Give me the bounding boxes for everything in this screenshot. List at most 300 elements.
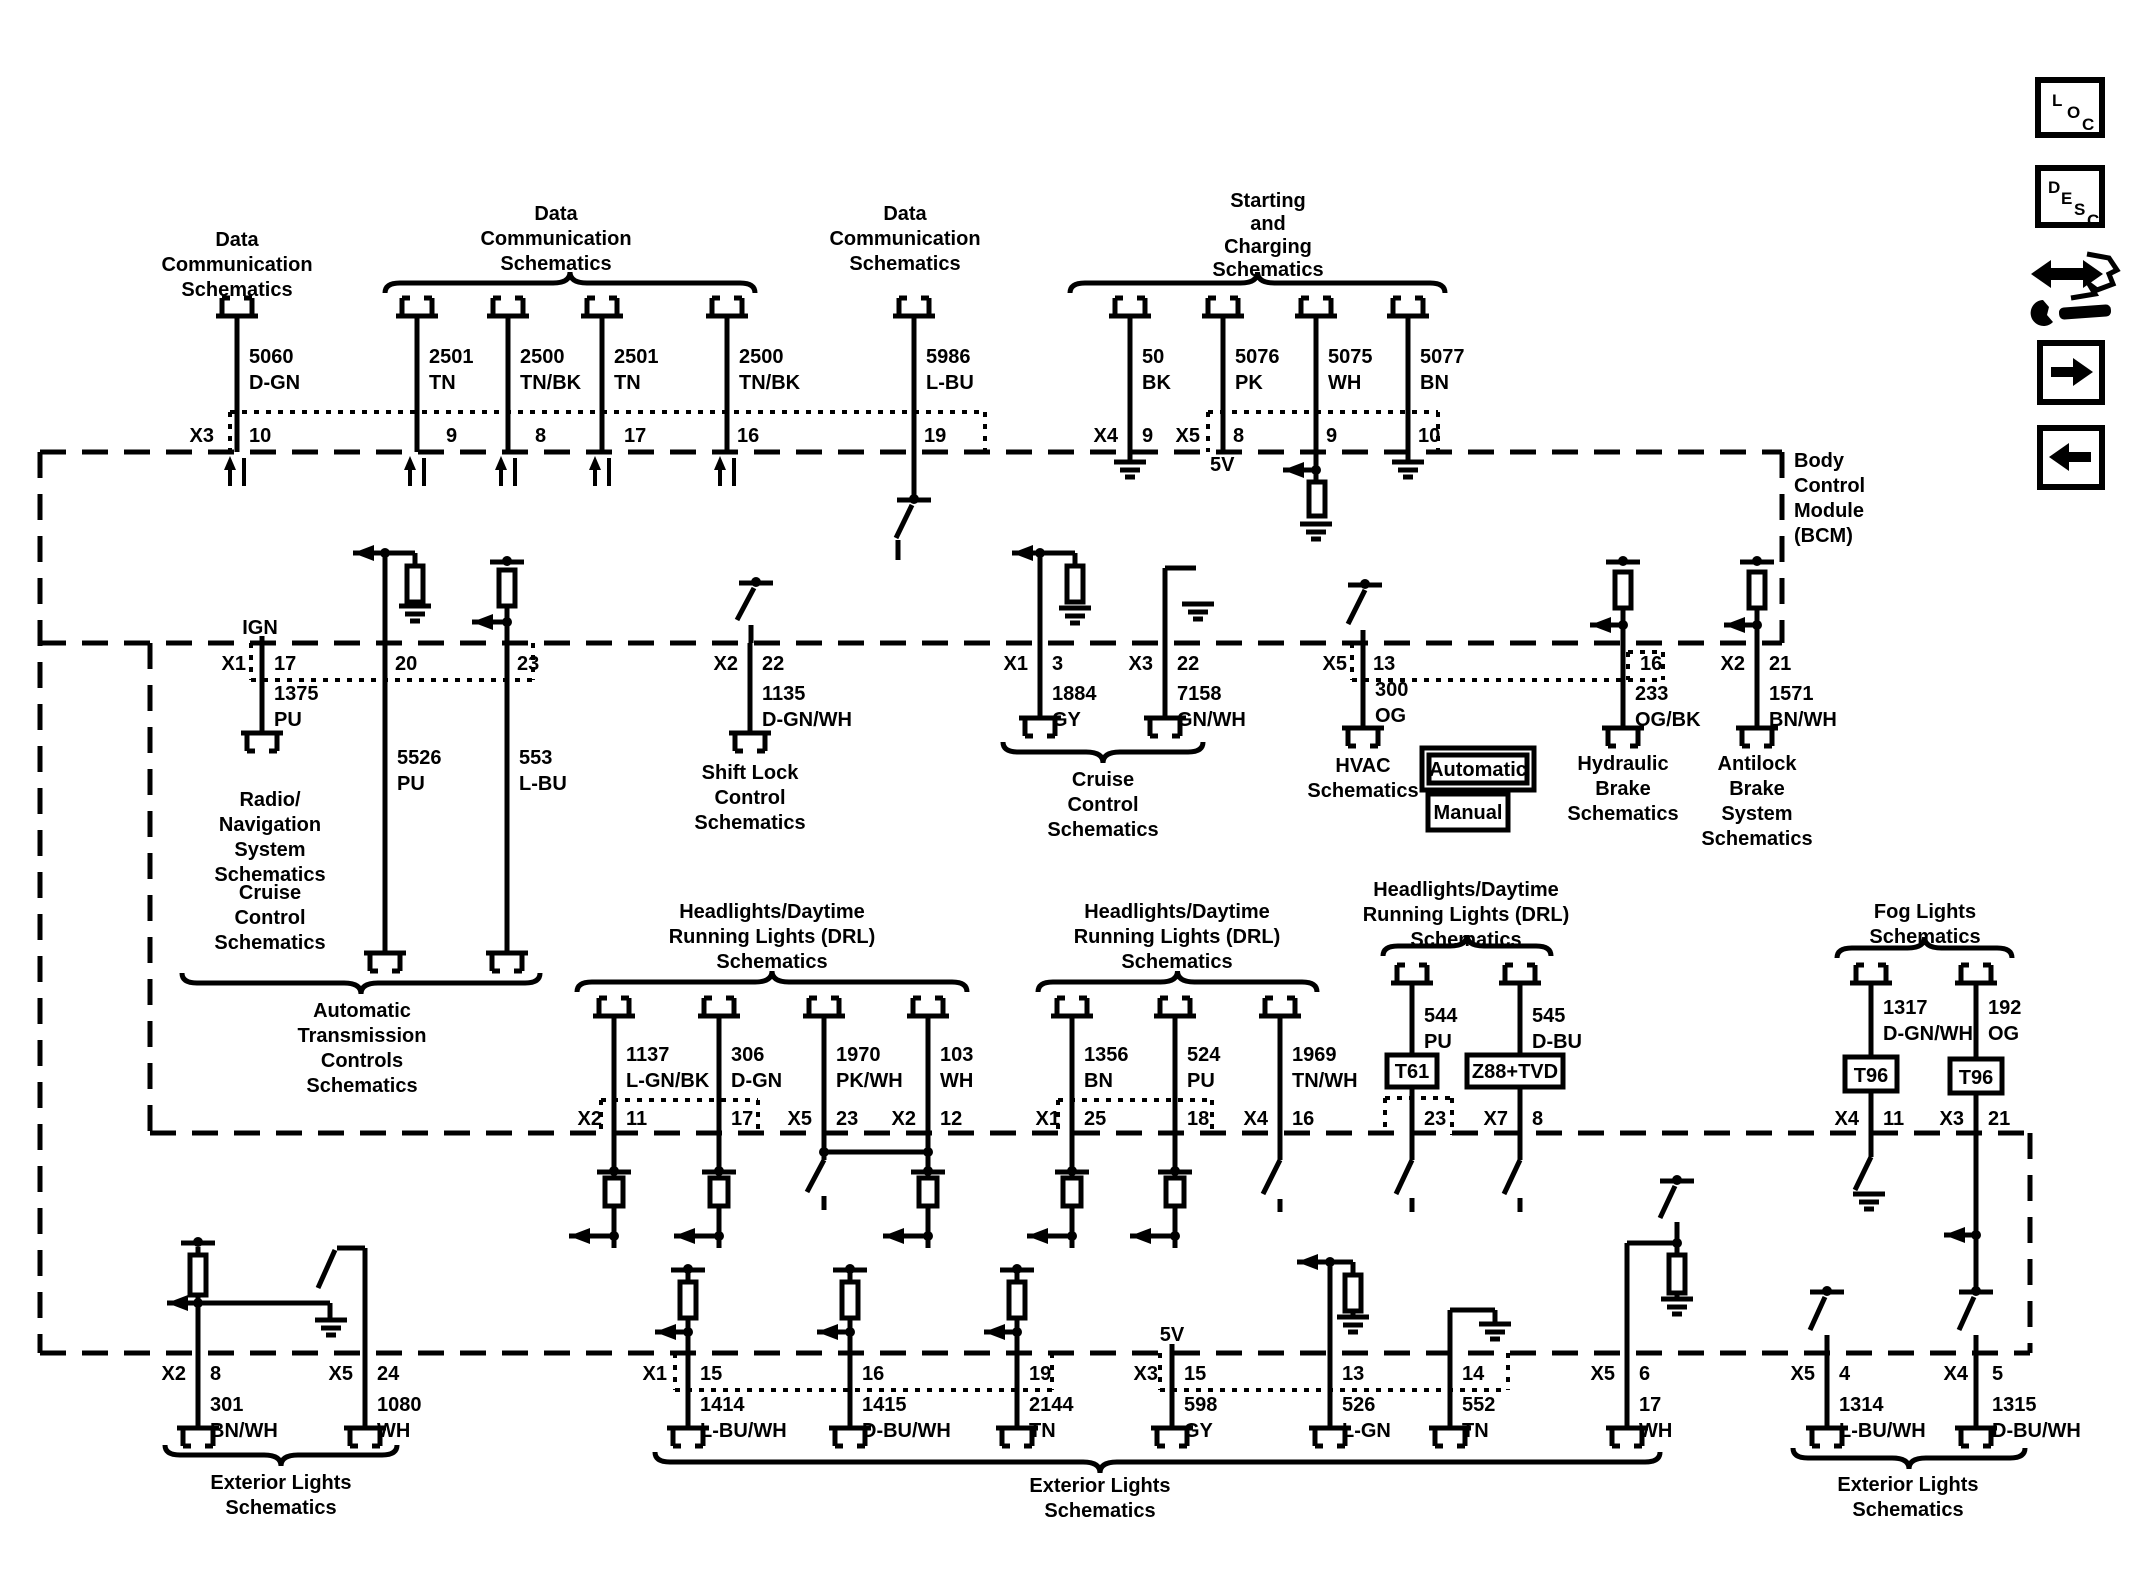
pin-label: X2 <box>161 1363 186 1385</box>
junction-dot <box>193 1237 203 1247</box>
junction-dot <box>714 1166 724 1176</box>
misc-label: T61 <box>1394 1061 1430 1083</box>
schematic-ref-label: Data <box>215 229 259 251</box>
wire-label: 2501 <box>614 346 659 368</box>
connector-symbol <box>1202 298 1244 316</box>
wire-label: 544 <box>1424 1005 1458 1027</box>
pin-label: X2 <box>1720 653 1745 675</box>
junction-dot <box>1035 548 1045 558</box>
wire-label: GN/WH <box>1177 709 1246 731</box>
pin-label: 16 <box>862 1363 885 1385</box>
schematic-ref-label: Brake <box>1595 778 1651 800</box>
arrow-head <box>1944 1227 1965 1243</box>
lamp-symbol <box>710 1178 728 1206</box>
wire-label: GY <box>1052 709 1081 731</box>
right-arrow-icon <box>2043 346 2099 399</box>
wire-label: 1356 <box>1084 1044 1129 1066</box>
pin-label: X2 <box>577 1108 602 1130</box>
pin-label: 14 <box>1462 1363 1485 1385</box>
connector-symbol <box>1955 1428 1997 1446</box>
wire-label: 1375 <box>274 683 319 705</box>
connector-symbol <box>1955 965 1997 983</box>
schematic-ref-label: Data <box>883 203 927 225</box>
loc-letter: L <box>2052 91 2063 110</box>
connector-symbol <box>1850 965 1892 983</box>
schematic-ref-label: Body <box>1794 450 1844 472</box>
junction-dot <box>1618 620 1628 630</box>
wire-label: 1571 <box>1769 683 1814 705</box>
arrow-head <box>1590 617 1611 633</box>
switch-blade <box>1263 1160 1280 1194</box>
wire-label: 1317 <box>1883 997 1928 1019</box>
wire-label: TN/WH <box>1292 1070 1358 1092</box>
resistor-symbol <box>190 1255 206 1295</box>
schematic-ref-label: Schematics <box>1047 819 1159 841</box>
left-arrow-icon <box>2043 431 2099 484</box>
schematic-ref-label: Control <box>714 787 786 809</box>
pin-label: 8 <box>210 1363 222 1385</box>
pin-label: 18 <box>1187 1108 1210 1130</box>
wire-label: PK <box>1235 372 1263 394</box>
arrow-head <box>817 1324 838 1340</box>
wire-label: L-GN <box>1342 1420 1391 1442</box>
wire-label: 5060 <box>249 346 294 368</box>
schematic-ref-label: Schematics <box>1410 929 1522 951</box>
schematic-ref-label: System <box>1721 803 1793 825</box>
schematic-ref-label: HVAC <box>1335 755 1391 777</box>
misc-label: 5V <box>1159 1324 1185 1346</box>
desc-letter: E <box>2061 189 2073 208</box>
junction-dot <box>1618 556 1628 566</box>
desc-letter: S <box>2074 200 2086 219</box>
back-button[interactable] <box>2037 425 2105 490</box>
pin-label: 8 <box>1532 1108 1544 1130</box>
schematic-ref-label: Headlights/Daytime <box>679 901 865 923</box>
schematic-ref-label: Schematics <box>1567 803 1679 825</box>
wire-label: 1080 <box>377 1394 422 1416</box>
pin-label: X5 <box>1322 653 1347 675</box>
wire-label: 526 <box>1342 1394 1376 1416</box>
pin-label: X4 <box>1834 1108 1859 1130</box>
wire-label: PU <box>397 773 425 795</box>
wire-label: D-BU/WH <box>862 1420 951 1442</box>
schematic-ref-label: Headlights/Daytime <box>1373 879 1559 901</box>
connector-symbol <box>1499 965 1541 983</box>
connector-symbol <box>486 953 528 971</box>
schematic-ref-label: Running Lights (DRL) <box>1362 904 1570 926</box>
brace <box>385 272 755 293</box>
schematic-ref-label: Schematics <box>1852 1499 1964 1521</box>
switch-blade <box>737 588 754 620</box>
wire-label: 545 <box>1532 1005 1566 1027</box>
schematic-ref-label: Schematics <box>1307 780 1419 802</box>
resistor-symbol <box>1009 1282 1025 1318</box>
connector-symbol <box>1259 998 1301 1016</box>
wire-label: 7158 <box>1177 683 1222 705</box>
switch-blade <box>1855 1157 1871 1190</box>
connector-symbol <box>593 998 635 1016</box>
junction-dot <box>1325 1257 1335 1267</box>
wire-label: 1137 <box>626 1044 670 1066</box>
pin-label: X3 <box>1939 1108 1964 1130</box>
schematic-ref-label: Shift Lock <box>701 762 799 784</box>
pin-label: 9 <box>1142 425 1154 447</box>
pin-label: X2 <box>891 1108 916 1130</box>
junction-dot <box>1170 1231 1180 1241</box>
junction-dot <box>683 1327 693 1337</box>
schematic-ref-label: Antilock <box>1717 753 1797 775</box>
junction-dot <box>1311 465 1321 475</box>
brace <box>655 1452 1660 1473</box>
schematic-ref-label: Schematics <box>500 253 612 275</box>
wire-label: WH <box>377 1420 411 1442</box>
pin-label: 16 <box>1640 653 1663 675</box>
schematic-ref-label: Control <box>1067 794 1139 816</box>
schematic-ref-label: Schematics <box>1121 951 1233 973</box>
pin-label: 15 <box>700 1363 723 1385</box>
arrow-head <box>1283 462 1304 478</box>
wire-label: 598 <box>1184 1394 1218 1416</box>
brace <box>1038 971 1317 992</box>
lamp-symbol <box>919 1178 937 1206</box>
junction-dot <box>1752 620 1762 630</box>
wire-label: TN/BK <box>520 372 582 394</box>
schematic-ref-label: Controls <box>320 1050 404 1072</box>
schematic-ref-label: Cruise <box>238 882 302 904</box>
junction-dot <box>1752 556 1762 566</box>
pin-label: 23 <box>836 1108 859 1130</box>
schematic-ref-label: Starting <box>1230 190 1306 212</box>
connector-symbol <box>487 298 529 316</box>
wire-label: 1314 <box>1839 1394 1884 1416</box>
junction-dot <box>923 1147 933 1157</box>
switch-blade <box>1396 1160 1412 1194</box>
wire-label: D-GN <box>249 372 301 394</box>
wire-label: 300 <box>1375 679 1409 701</box>
pin-label: 6 <box>1639 1363 1651 1385</box>
junction-dot <box>380 548 390 558</box>
wire-label: 552 <box>1462 1394 1496 1416</box>
resistor-symbol <box>1749 572 1765 608</box>
arrow-head <box>674 1228 695 1244</box>
schematic-ref-label: (BCM) <box>1794 525 1853 547</box>
pin-label: X5 <box>787 1108 812 1130</box>
pin-label: X5 <box>1175 425 1200 447</box>
schematic-ref-label: Schematics <box>716 951 828 973</box>
schematic-ref-label: Transmission <box>297 1025 427 1047</box>
resistor-symbol <box>842 1282 858 1318</box>
pin-label: 21 <box>1769 653 1792 675</box>
pin-label: 11 <box>626 1108 648 1130</box>
wire-label: 1415 <box>862 1394 907 1416</box>
pin-label: 10 <box>249 425 272 447</box>
arrow-head <box>984 1324 1005 1340</box>
wire-label: 5986 <box>926 346 971 368</box>
switch-blade <box>318 1250 335 1288</box>
connector-symbol <box>706 298 748 316</box>
schematic-ref-label: Schematics <box>694 812 806 834</box>
wire-label: PU <box>274 709 302 731</box>
wire-label: TN <box>1462 1420 1489 1442</box>
pin-label: X1 <box>1035 1108 1060 1130</box>
resistor-symbol <box>1345 1275 1361 1311</box>
pin-label: 4 <box>1839 1363 1851 1385</box>
junction-dot <box>1170 1166 1180 1176</box>
arrow-head <box>883 1228 904 1244</box>
brace <box>1793 1448 2025 1469</box>
junction-dot <box>1971 1286 1981 1296</box>
desc-letter: C <box>2087 211 2100 230</box>
junction-dot <box>909 494 919 504</box>
pin-label: X4 <box>1943 1363 1968 1385</box>
schematic-ref-label: Schematics <box>225 1497 337 1519</box>
connector-symbol <box>907 998 949 1016</box>
arrow-head <box>1724 617 1745 633</box>
wire-label: D-GN <box>731 1070 783 1092</box>
junction-dot <box>923 1231 933 1241</box>
wrench-nav-icon[interactable] <box>2025 248 2125 333</box>
resistor-symbol <box>499 570 515 606</box>
wire-label: 1135 <box>762 683 806 705</box>
pin-label: X5 <box>328 1363 353 1385</box>
loc-letter: O <box>2067 103 2081 122</box>
schematic-ref-label: and <box>1250 213 1286 235</box>
bus-arrow <box>224 456 236 470</box>
pin-label: 12 <box>940 1108 963 1130</box>
wire-label: GY <box>1184 1420 1213 1442</box>
switch-blade <box>1959 1297 1974 1330</box>
pin-label: 17 <box>731 1108 754 1130</box>
wire-label: 553 <box>519 747 553 769</box>
wire-label: 2144 <box>1029 1394 1074 1416</box>
misc-label: T96 <box>1853 1065 1889 1087</box>
loc-button[interactable] <box>2035 77 2105 138</box>
schematic-ref-label: Navigation <box>218 814 322 836</box>
wire-label: 301 <box>210 1394 244 1416</box>
misc-label: Z88+TVD <box>1471 1061 1559 1083</box>
wire-label: L-BU <box>519 773 567 795</box>
schematic-ref-label: Schematics <box>1044 1500 1156 1522</box>
schematic-ref-label: Brake <box>1729 778 1785 800</box>
junction-dot <box>1360 579 1370 589</box>
pin-label: X1 <box>1003 653 1028 675</box>
wire-label: WH <box>1639 1420 1673 1442</box>
schematic-ref-label: Schematics <box>214 932 326 954</box>
wire-label: 524 <box>1187 1044 1221 1066</box>
wire-label: TN <box>429 372 456 394</box>
pin-label: 22 <box>1177 653 1200 675</box>
pin-label: 13 <box>1373 653 1396 675</box>
wire-label: OG <box>1375 705 1407 727</box>
junction-dot <box>1012 1264 1022 1274</box>
pin-label: 23 <box>1424 1108 1447 1130</box>
pin-label: X1 <box>642 1363 667 1385</box>
schematic-ref-label: Exterior Lights <box>210 1472 352 1494</box>
schematic-ref-label: Communication <box>161 254 313 276</box>
desc-button[interactable] <box>2035 165 2105 228</box>
connector-symbol <box>396 298 438 316</box>
pin-label: 10 <box>1418 425 1441 447</box>
schematic-ref-label: Control <box>234 907 306 929</box>
wire-label: 1970 <box>836 1044 881 1066</box>
pin-label: X4 <box>1243 1108 1268 1130</box>
pin-label: X1 <box>221 653 246 675</box>
lamp-symbol <box>605 1178 623 1206</box>
bus-arrow <box>589 456 601 470</box>
pin-label: X3 <box>1128 653 1153 675</box>
pin-label: 11 <box>1883 1108 1905 1130</box>
pin-label: 19 <box>1029 1363 1052 1385</box>
wire-label: TN <box>1029 1420 1056 1442</box>
junction-dot <box>609 1166 619 1176</box>
brace <box>182 973 540 994</box>
junction-dot <box>845 1264 855 1274</box>
switch-blade <box>1810 1297 1825 1330</box>
wire-label: 233 <box>1635 683 1669 705</box>
arrow-head <box>1130 1228 1151 1244</box>
pin-label: 17 <box>274 653 297 675</box>
switch-blade <box>1660 1186 1675 1218</box>
arrow-head <box>167 1295 188 1311</box>
junction-dot <box>1672 1175 1682 1185</box>
wire-label: 306 <box>731 1044 765 1066</box>
resistor-symbol <box>1067 566 1083 602</box>
arrow-head <box>353 545 374 561</box>
wire-label: OG <box>1988 1023 2020 1045</box>
wire-label: TN <box>614 372 641 394</box>
connector-symbol <box>1391 965 1433 983</box>
connector-symbol <box>698 998 740 1016</box>
schematic-ref-label: Schematics <box>1869 926 1981 948</box>
pin-label: 9 <box>446 425 458 447</box>
connector-symbol <box>1342 728 1384 746</box>
brace <box>1003 742 1203 763</box>
pin-label: X3 <box>189 425 214 447</box>
wire-label: BN/WH <box>210 1420 278 1442</box>
wire-label: 2500 <box>520 346 565 368</box>
connector-symbol <box>1109 298 1151 316</box>
wire-label: D-BU/WH <box>1992 1420 2081 1442</box>
bus-arrow <box>404 456 416 470</box>
junction-dot <box>1672 1238 1682 1248</box>
pin-label: 16 <box>1292 1108 1315 1130</box>
wire-label: BN <box>1084 1070 1113 1092</box>
forward-button[interactable] <box>2037 340 2105 405</box>
lamp-symbol <box>1063 1178 1081 1206</box>
schematic-ref-label: Hydraulic <box>1577 753 1669 775</box>
junction-dot <box>502 556 512 566</box>
junction-dot <box>845 1327 855 1337</box>
connector-symbol <box>581 298 623 316</box>
arrow-head <box>472 614 493 630</box>
wire-label: 5077 <box>1420 346 1465 368</box>
wire-label: 5075 <box>1328 346 1373 368</box>
wire-label: OG/BK <box>1635 709 1701 731</box>
desc-letter: D <box>2048 178 2061 197</box>
schematic-ref-label: Cruise <box>1071 769 1135 791</box>
schematic-ref-label: Exterior Lights <box>1029 1475 1171 1497</box>
pin-label: 20 <box>395 653 418 675</box>
pin-label: X7 <box>1483 1108 1508 1130</box>
wire-label: WH <box>940 1070 974 1092</box>
schematic-ref-label: Schematics <box>849 253 961 275</box>
schematic-ref-label: Running Lights (DRL) <box>668 926 876 948</box>
schematic-ref-label: Schematics <box>1701 828 1813 850</box>
schematic-ref-label: Headlights/Daytime <box>1084 901 1270 923</box>
connector-symbol <box>1051 998 1093 1016</box>
wire-label: L-GN/BK <box>626 1070 710 1092</box>
misc-label: Manual <box>1433 802 1503 824</box>
junction-dot <box>1067 1166 1077 1176</box>
pin-label: X2 <box>713 653 738 675</box>
wire-label: BK <box>1142 372 1171 394</box>
schematic-ref-label: Running Lights (DRL) <box>1073 926 1281 948</box>
wire-label: D-GN/WH <box>1883 1023 1973 1045</box>
wire-label: L-BU/WH <box>1839 1420 1926 1442</box>
connector-symbol <box>364 953 406 971</box>
wire-label: PU <box>1187 1070 1215 1092</box>
schematic-ref-label: Automatic <box>313 1000 411 1022</box>
wire-label: 5076 <box>1235 346 1280 368</box>
misc-label: Automatic <box>1429 759 1527 781</box>
junction-dot <box>1012 1327 1022 1337</box>
resistor-symbol <box>1615 572 1631 608</box>
wire-label: 103 <box>940 1044 974 1066</box>
pin-label: 5 <box>1992 1363 2004 1385</box>
wire-label: TN/BK <box>739 372 801 394</box>
schematic-ref-label: Exterior Lights <box>1837 1474 1979 1496</box>
junction-dot <box>683 1264 693 1274</box>
arrow-head <box>1297 1254 1318 1270</box>
pin-label: 8 <box>1233 425 1245 447</box>
wire-label: D-BU <box>1532 1031 1582 1053</box>
switch-blade <box>1348 590 1365 624</box>
wire-label: L-BU <box>926 372 974 394</box>
wire-label: D-GN/WH <box>762 709 852 731</box>
schematic-ref-label: Schematics <box>306 1075 418 1097</box>
resistor-symbol <box>680 1282 696 1318</box>
brace <box>577 971 967 992</box>
schematic-ref-label: Radio/ <box>239 789 301 811</box>
junction-dot <box>609 1231 619 1241</box>
wire-label: 50 <box>1142 346 1165 368</box>
schematic-ref-label: Schematics <box>181 279 293 301</box>
wire-label: PU <box>1424 1031 1452 1053</box>
connector-symbol <box>1295 298 1337 316</box>
brace <box>165 1445 397 1466</box>
wire-label: 1969 <box>1292 1044 1337 1066</box>
pin-label: 24 <box>377 1363 400 1385</box>
junction-dot <box>193 1298 203 1308</box>
schematic-ref-label: Communication <box>480 228 632 250</box>
pin-label: X4 <box>1093 425 1118 447</box>
resistor-symbol <box>407 566 423 602</box>
wire-label: PK/WH <box>836 1070 903 1092</box>
schematic-ref-label: Module <box>1794 500 1864 522</box>
pin-label: 8 <box>535 425 547 447</box>
connector-symbol <box>729 733 771 751</box>
pin-label: 23 <box>517 653 540 675</box>
schematic-ref-label: Charging <box>1224 236 1312 258</box>
pin-label: 17 <box>624 425 647 447</box>
pin-label: 19 <box>924 425 947 447</box>
schematic-ref-label: Schematics <box>1212 259 1324 281</box>
resistor-symbol <box>1669 1255 1685 1293</box>
pin-label: 3 <box>1052 653 1064 675</box>
pin-label: 9 <box>1326 425 1338 447</box>
loc-letter: C <box>2082 115 2095 134</box>
arrow-head <box>1012 545 1033 561</box>
